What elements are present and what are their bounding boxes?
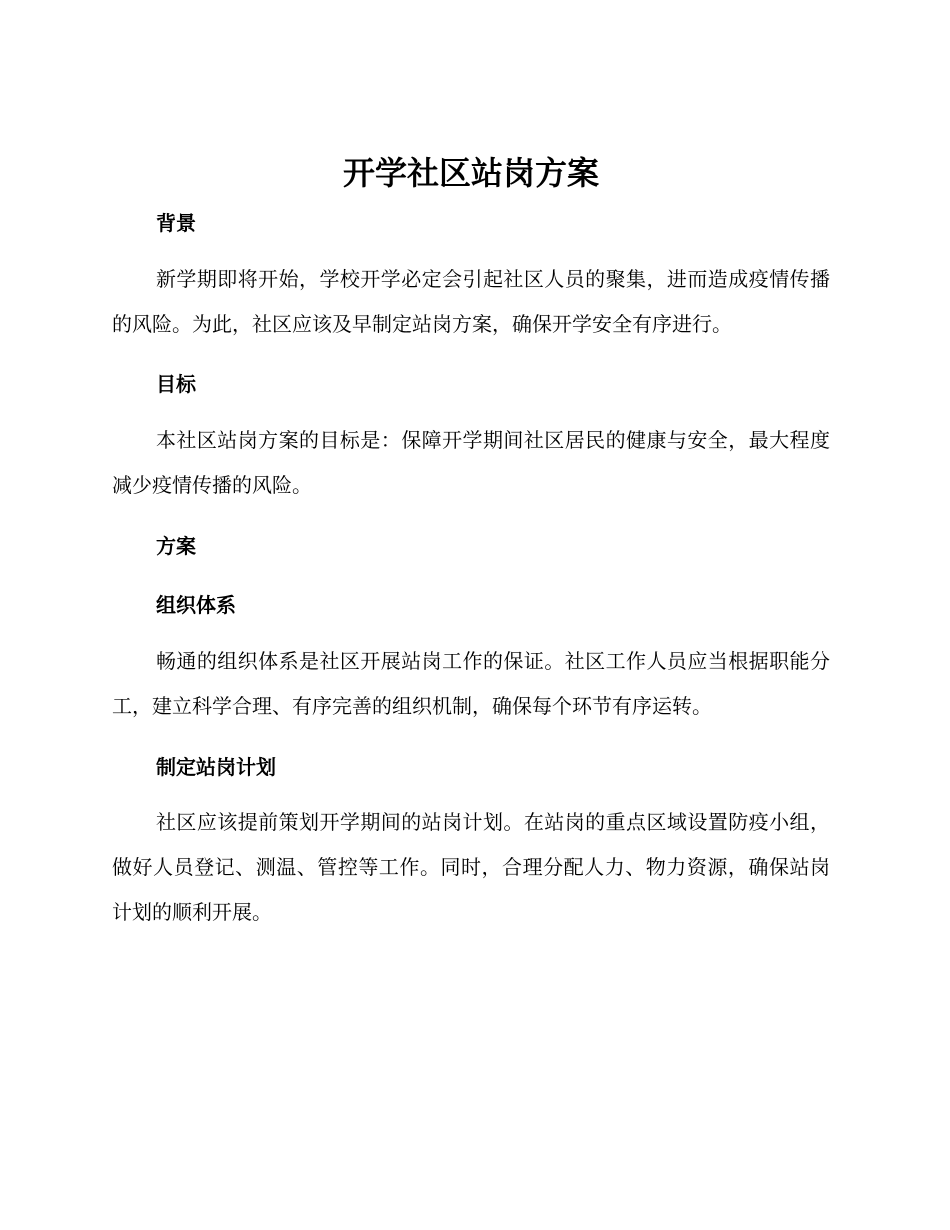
section-heading-schedule: 制定站岗计划 bbox=[156, 755, 276, 779]
document-title: 开学社区站岗方案 bbox=[342, 154, 599, 192]
section-heading-background: 背景 bbox=[156, 211, 196, 235]
section-heading-organization: 组织体系 bbox=[156, 593, 236, 617]
section-heading-plan: 方案 bbox=[156, 534, 196, 558]
section-paragraph-organization: 畅通的组织体系是社区开展站岗工作的保证。社区工作人员应当根据职能分工，建立科学合理、有序完善的组织机制，确保每个环节有序运转。 bbox=[112, 649, 830, 718]
document-body bbox=[112, 150, 830, 935]
section-heading-goal: 目标 bbox=[156, 372, 196, 396]
section-paragraph-schedule: 社区应该提前策划开学期间的站岗计划。在站岗的重点区域设置防疫小组，做好人员登记、测温、管控等工作。同时，合理分配人力、物力资源，确保站岗计划的顺利开展。 bbox=[112, 810, 830, 924]
section-paragraph-background: 新学期即将开始，学校开学必定会引起社区人员的聚集，进而造成疫情传播的风险。为此，社区应该及早制定站岗方案，确保开学安全有序进行。 bbox=[112, 267, 830, 336]
section-paragraph-goal: 本社区站岗方案的目标是：保障开学期间社区居民的健康与安全，最大程度减少疫情传播的风险。 bbox=[112, 428, 830, 497]
